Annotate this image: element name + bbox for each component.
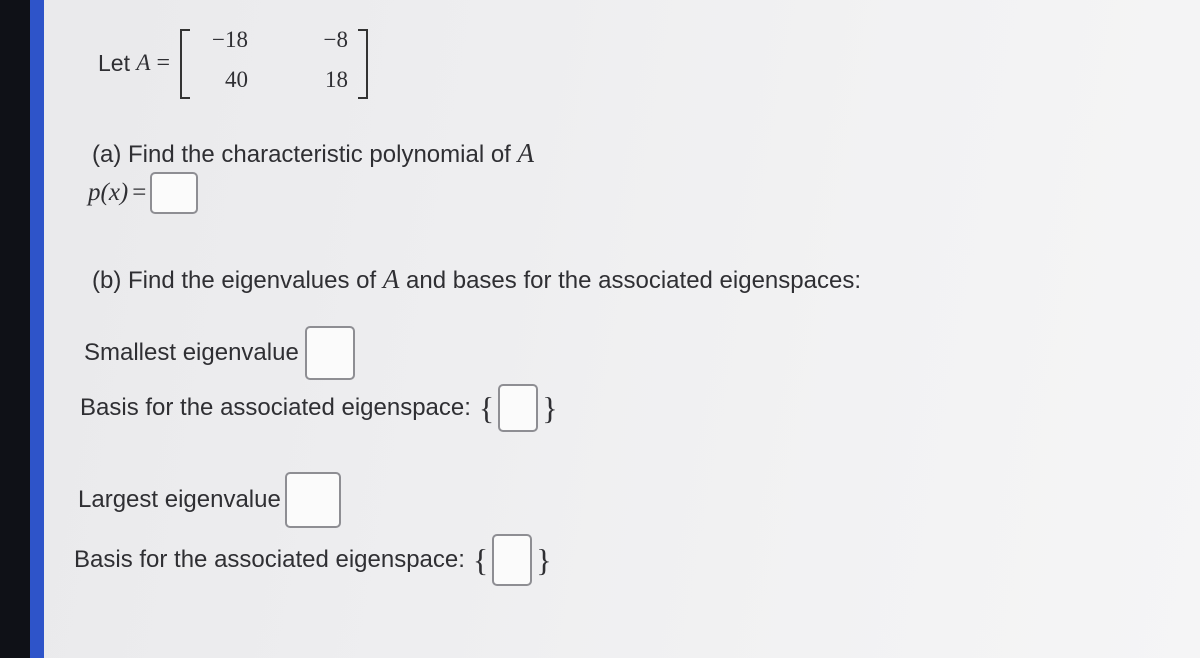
part-a-prompt (92, 138, 534, 169)
polynomial-equals: = (132, 179, 147, 206)
left-edge-blue (30, 0, 44, 658)
basis-label-2: Basis for the associated eigenspace: (74, 546, 465, 573)
matrix-cell-r2c2: 18 (324, 67, 348, 92)
basis-row-1 (80, 384, 558, 432)
smallest-eigenvalue-label: Smallest eigenvalue (84, 339, 299, 366)
polynomial-input[interactable] (150, 172, 198, 214)
matrix-A (180, 27, 368, 99)
let-label: Let (98, 49, 130, 76)
basis-brace-close-1: } (542, 389, 558, 426)
matrix-cell-r1c1: −18 (212, 27, 248, 52)
part-b-prompt (92, 264, 861, 295)
largest-eigenvalue-row (78, 472, 341, 528)
largest-eigenvalue-input[interactable] (285, 472, 341, 528)
matrix-right-bracket (358, 29, 368, 99)
basis-row-2 (74, 534, 552, 586)
equals-sign: = (156, 49, 170, 76)
left-edge-dark (0, 0, 30, 658)
basis-brace-open-1: { (478, 389, 495, 426)
matrix-cell-r1c2: −8 (323, 27, 348, 52)
matrix-variable: A (136, 50, 151, 75)
basis-input-2[interactable] (492, 534, 532, 586)
part-b-prompt-suffix: and bases for the associated eigenspaces: (406, 267, 861, 294)
part-b-variable: A (382, 264, 400, 294)
matrix-cell-r2c1: 40 (224, 67, 248, 92)
polynomial-label: p(x) (88, 179, 129, 206)
basis-brace-open-2: { (472, 541, 489, 578)
smallest-eigenvalue-row (84, 326, 355, 380)
basis-label-1: Basis for the associated eigenspace: (80, 394, 471, 421)
part-a-prompt-text: (a) Find the characteristic polynomial of (92, 141, 511, 168)
basis-brace-close-2: } (536, 541, 552, 578)
part-a-variable: A (517, 138, 535, 168)
matrix-definition (98, 28, 368, 98)
part-b-prompt-text: (b) Find the eigenvalues of (92, 267, 377, 294)
polynomial-row (88, 172, 198, 214)
largest-eigenvalue-label: Largest eigenvalue (78, 486, 281, 513)
smallest-eigenvalue-input[interactable] (305, 326, 355, 380)
basis-input-1[interactable] (498, 384, 538, 432)
